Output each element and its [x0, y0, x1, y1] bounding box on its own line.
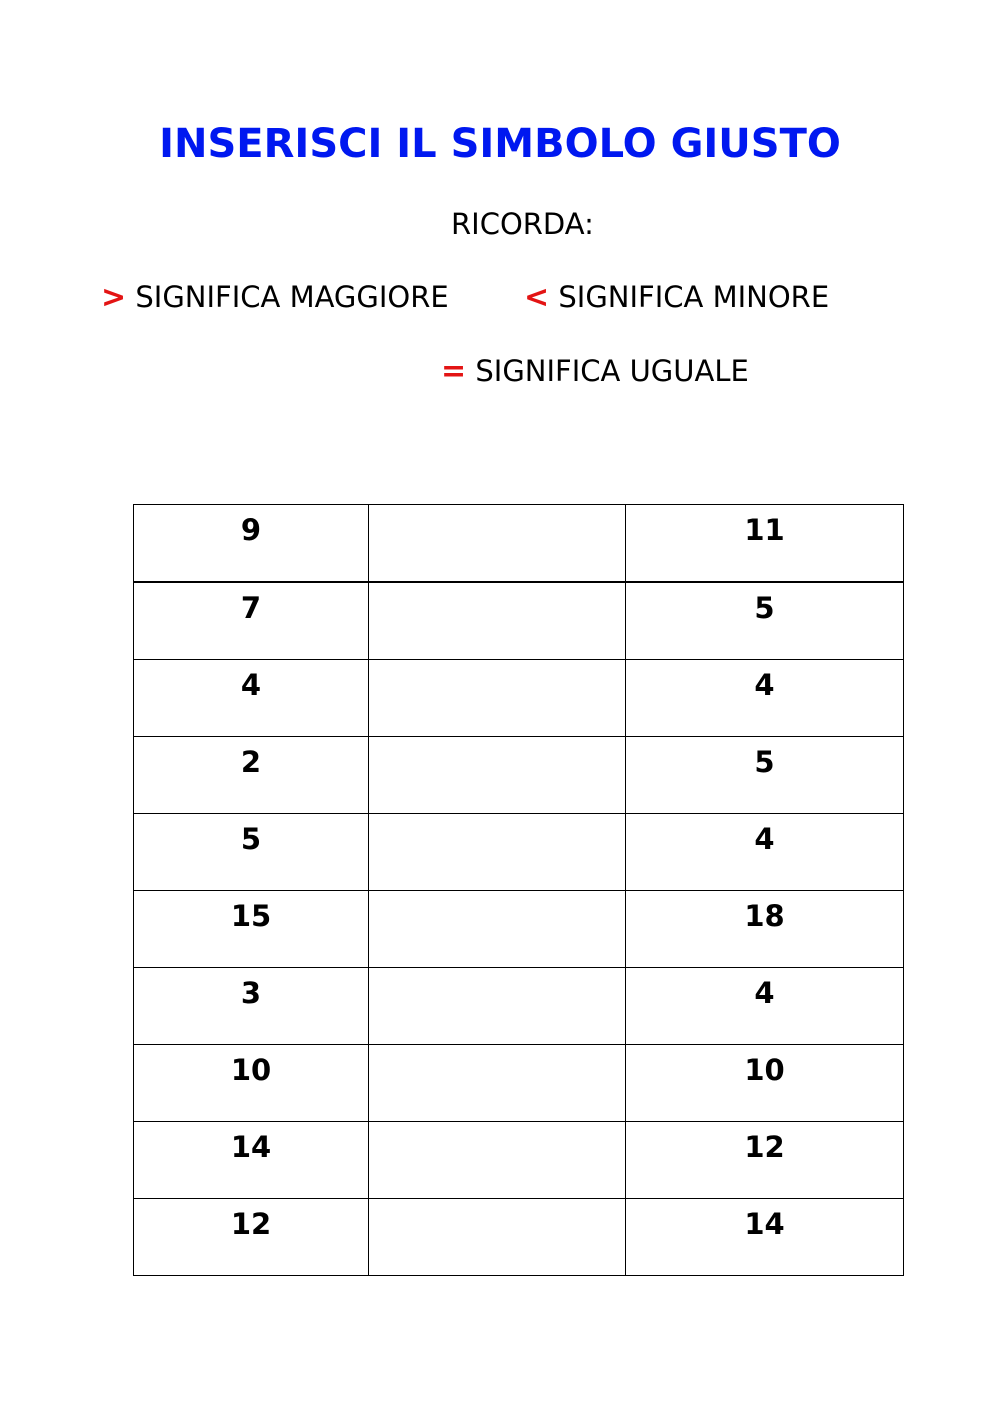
equals-symbol: =: [441, 354, 467, 389]
right-number-cell: [626, 737, 904, 814]
left-number: 3: [240, 976, 262, 1010]
table-row: [134, 1199, 904, 1276]
legend-less: [524, 277, 829, 318]
answer-symbol: [369, 814, 625, 822]
answer-symbol: [369, 737, 625, 745]
legend-equal-text: SIGNIFICA UGUALE: [466, 354, 749, 388]
answer-cell[interactable]: [369, 737, 626, 814]
answer-symbol: [369, 505, 625, 513]
left-number-cell: [134, 582, 369, 660]
answer-symbol: [369, 583, 625, 591]
right-number: 12: [744, 1130, 785, 1164]
table-row: [134, 968, 904, 1045]
answer-symbol: [369, 891, 625, 899]
left-number-cell: [134, 968, 369, 1045]
left-number: 5: [240, 822, 262, 856]
right-number-cell: [626, 1045, 904, 1122]
right-number-cell: [626, 505, 904, 583]
right-number-cell: [626, 891, 904, 968]
right-number: 11: [744, 513, 785, 547]
right-number: 4: [754, 976, 775, 1010]
right-number: 14: [744, 1207, 785, 1241]
answer-cell[interactable]: [369, 582, 626, 660]
less-than-symbol: <: [524, 280, 550, 315]
left-number: 10: [230, 1053, 272, 1087]
left-number-cell: [134, 660, 369, 737]
left-number: 9: [240, 513, 262, 547]
left-number: 15: [230, 899, 272, 933]
left-number: 14: [230, 1130, 272, 1164]
left-number: 4: [240, 668, 262, 702]
table-row: [134, 1045, 904, 1122]
legend-greater-text: SIGNIFICA MAGGIORE: [126, 280, 449, 314]
answer-cell[interactable]: [369, 1199, 626, 1276]
right-number: 5: [754, 745, 775, 779]
answer-symbol: [369, 1199, 625, 1207]
left-number-cell: [134, 505, 369, 583]
right-number-cell: [626, 814, 904, 891]
left-number: 12: [230, 1207, 272, 1241]
right-number-cell: [626, 582, 904, 660]
left-number-cell: [134, 737, 369, 814]
legend-equal: [441, 351, 749, 392]
page-title: INSERISCI IL SIMBOLO GIUSTO: [159, 121, 841, 167]
answer-symbol: [369, 968, 625, 976]
table-row: [134, 737, 904, 814]
answer-cell[interactable]: [369, 891, 626, 968]
right-number: 4: [754, 668, 775, 702]
reminder-heading: RICORDA:: [451, 207, 594, 241]
left-number: 2: [240, 745, 262, 779]
answer-symbol: [369, 1045, 625, 1053]
right-number: 5: [754, 591, 775, 625]
left-number-cell: [134, 1045, 369, 1122]
table-row: [134, 1122, 904, 1199]
answer-cell[interactable]: [369, 505, 626, 583]
right-number: 18: [744, 899, 785, 933]
comparison-table: [133, 504, 904, 1276]
greater-than-symbol: >: [101, 280, 127, 315]
right-number-cell: [626, 660, 904, 737]
right-number-cell: [626, 968, 904, 1045]
answer-cell[interactable]: [369, 814, 626, 891]
answer-cell[interactable]: [369, 1045, 626, 1122]
right-number-cell: [626, 1122, 904, 1199]
right-number: 4: [754, 822, 775, 856]
right-number-cell: [626, 1199, 904, 1276]
left-number-cell: [134, 891, 369, 968]
table-row: [134, 582, 904, 660]
answer-cell[interactable]: [369, 968, 626, 1045]
answer-symbol: [369, 660, 625, 668]
left-number-cell: [134, 814, 369, 891]
answer-cell[interactable]: [369, 660, 626, 737]
left-number: 7: [240, 591, 262, 625]
right-number: 10: [744, 1053, 785, 1087]
answer-symbol: [369, 1122, 625, 1130]
table-row: [134, 660, 904, 737]
left-number-cell: [134, 1199, 369, 1276]
legend-less-text: SIGNIFICA MINORE: [549, 280, 830, 314]
answer-cell[interactable]: [369, 1122, 626, 1199]
left-number-cell: [134, 1122, 369, 1199]
legend-greater: [101, 277, 449, 318]
table-row: [134, 814, 904, 891]
table-row: [134, 505, 904, 583]
table-row: [134, 891, 904, 968]
